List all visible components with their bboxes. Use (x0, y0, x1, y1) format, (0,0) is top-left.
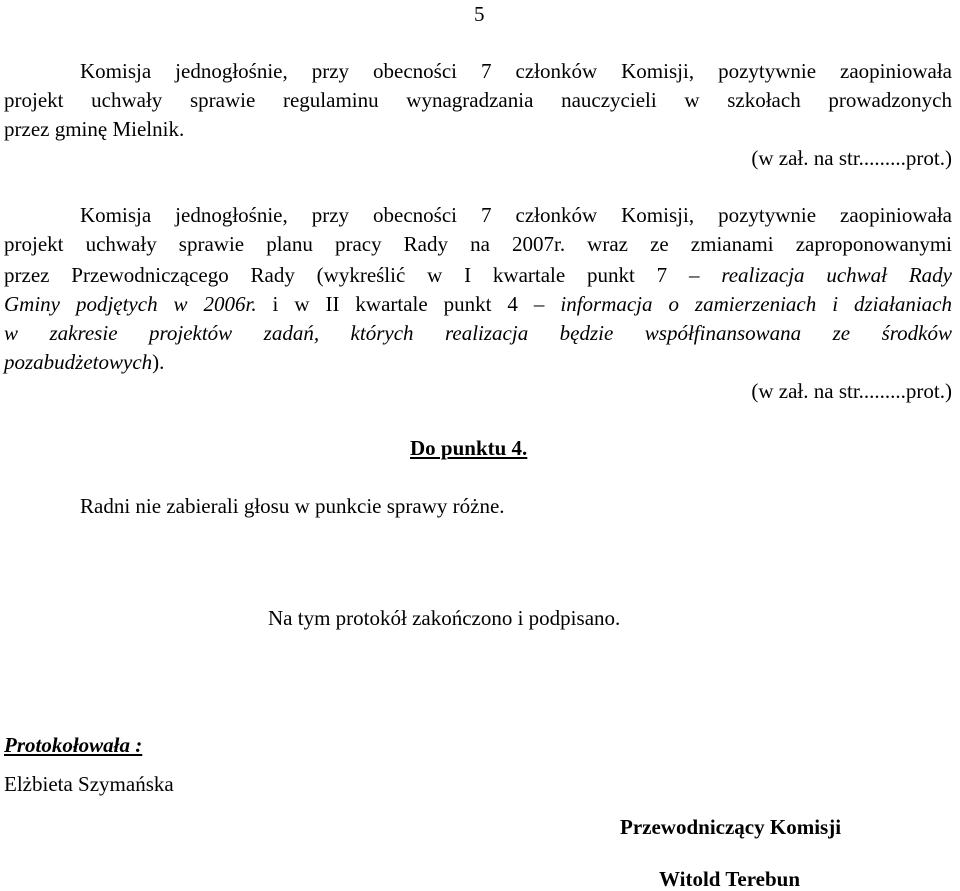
recorder-label: Protokołowała : (4, 733, 143, 757)
paragraph-2-line-4-italic-2: informacja o zamierzeniach i działaniach (560, 292, 952, 316)
paragraph-2-line-3-italic: realizacja uchwał Rady (721, 263, 952, 287)
paragraph-2-line-3-text: przez Przewodniczącego Rady (wykreślić w I kwartale punkt 7 – (4, 263, 722, 287)
paragraph-2-line-4 (4, 294, 952, 315)
page-number: 5 (474, 2, 485, 26)
paragraph-2-line-3 (4, 265, 952, 286)
recorder-name: Elżbieta Szymańska (4, 772, 174, 796)
paragraph-2-line-6-italic: pozabudżetowych (4, 350, 153, 374)
paragraph-2-line-1: Komisja jednogłośnie, przy obecności 7 członków Komisji, pozytywnie zaopiniowała (80, 203, 952, 227)
paragraph-1-line-3: przez gminę Mielnik. (4, 117, 185, 141)
paragraph-1-reference: (w zał. na str.........prot.) (751, 146, 952, 170)
paragraph-2-line-2: projekt uchwały sprawie planu pracy Rady na 2007r. wraz ze zmianami zaproponowanymi (4, 232, 952, 256)
paragraph-2-line-5: w zakresie projektów zadań, których realizacja będzie współfinansowana ze środków (4, 321, 952, 345)
paragraph-1-line-1: Komisja jednogłośnie, przy obecności 7 członków Komisji, pozytywnie zaopiniowała (80, 59, 952, 83)
section-text: Radni nie zabierali głosu w punkcie sprawy różne. (80, 494, 505, 518)
paragraph-2-line-4-italic: Gminy podjętych w 2006r. (4, 292, 257, 316)
section-heading: Do punktu 4. (410, 436, 528, 460)
paragraph-2-line-6 (4, 352, 164, 373)
paragraph-1-line-2: projekt uchwały sprawie regulaminu wynagradzania nauczycieli w szkołach prowadzonych (4, 88, 952, 112)
paragraph-2-line-4-text: i w II kwartale punkt 4 – (256, 292, 561, 316)
paragraph-2-line-6-text: ). (152, 350, 165, 374)
paragraph-2-reference: (w zał. na str.........prot.) (751, 379, 952, 403)
closing-statement: Na tym protokół zakończono i podpisano. (268, 606, 621, 630)
chair-label: Przewodniczący Komisji (620, 815, 842, 839)
chair-name: Witold Terebun (659, 867, 801, 891)
